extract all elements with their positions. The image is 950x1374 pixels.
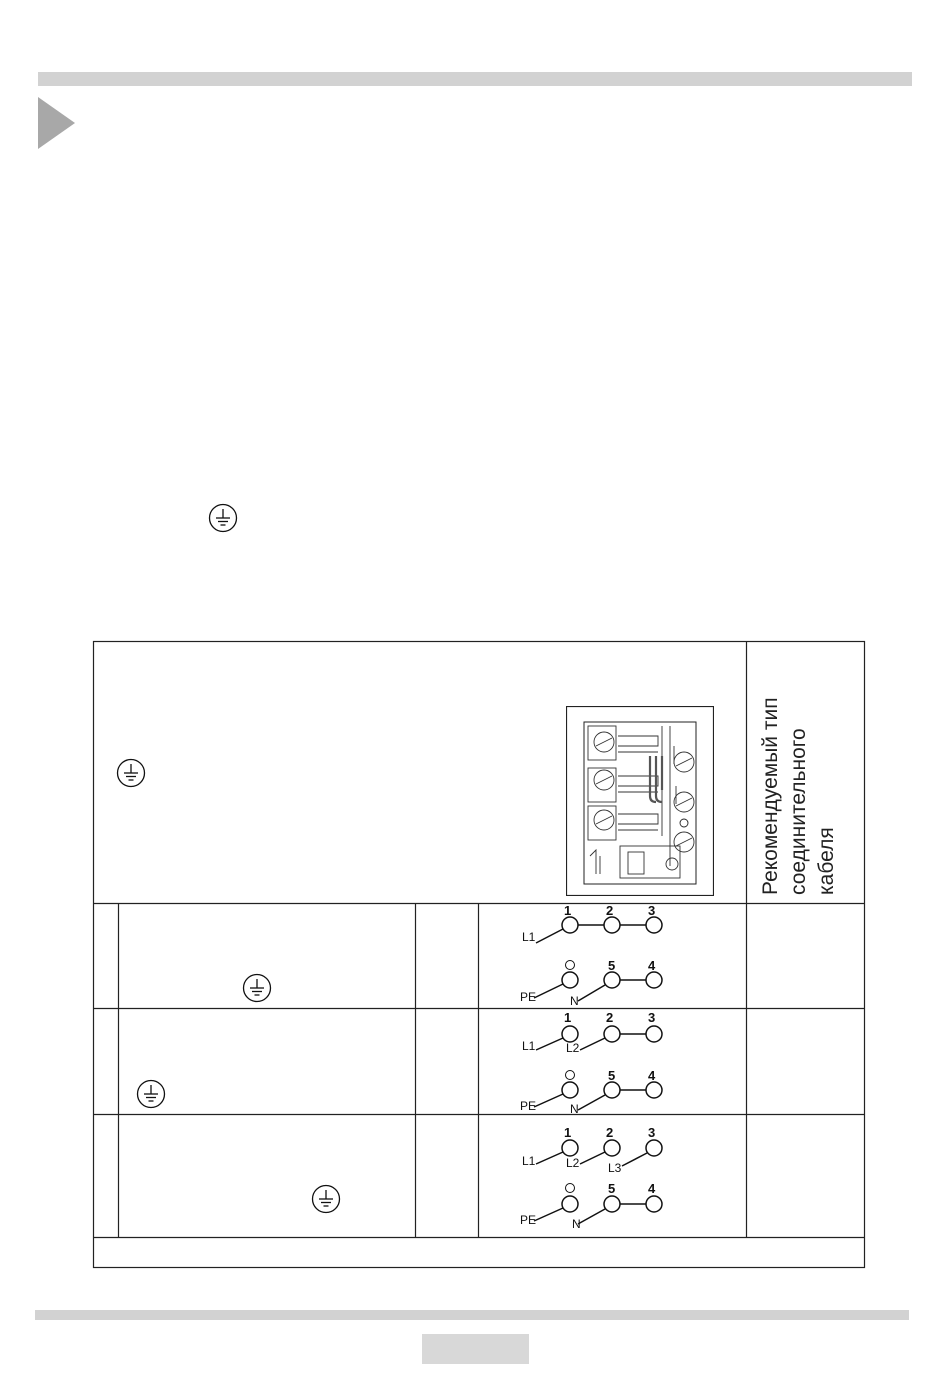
terminal-number: 2 xyxy=(606,903,614,918)
wire-label: L1 xyxy=(522,930,536,944)
wire-label: L3 xyxy=(608,1161,622,1175)
earth-ground-icon xyxy=(311,1184,341,1214)
wire-label: PE xyxy=(520,1099,537,1113)
terminal-number: 3 xyxy=(648,903,656,918)
wire-label: L2 xyxy=(566,1156,580,1170)
terminal-number: 1 xyxy=(564,903,572,918)
wiring-diagram-2 xyxy=(500,1008,680,1114)
terminal-number: 4 xyxy=(648,958,656,973)
terminal-number: 1 xyxy=(564,1125,572,1140)
terminal-number: 3 xyxy=(648,1010,656,1025)
terminal-number: 5 xyxy=(608,1068,616,1083)
cable-header-line: кабеля xyxy=(815,827,838,895)
terminal-number: 2 xyxy=(606,1125,614,1140)
terminal-number: 5 xyxy=(608,958,616,973)
page-number-tab xyxy=(422,1334,529,1364)
terminal-number: 1 xyxy=(564,1010,572,1025)
cable-type-header xyxy=(757,635,855,895)
wire-label: PE xyxy=(520,1213,537,1227)
wire-label: L1 xyxy=(522,1154,536,1168)
wire-label: L2 xyxy=(566,1041,580,1055)
cable-header-line: Рекомендуемый тип xyxy=(759,697,782,895)
terminal-block-icon xyxy=(566,706,714,896)
wire-label: PE xyxy=(520,990,537,1004)
wiring-diagram-3 xyxy=(500,1114,680,1237)
wire-label: N xyxy=(570,994,579,1008)
wire-label: N xyxy=(570,1102,579,1114)
terminal-number: 2 xyxy=(606,1010,614,1025)
cable-header-line: соединительного xyxy=(787,728,810,895)
wire-label: L1 xyxy=(522,1039,536,1053)
wiring-diagram-1 xyxy=(500,903,680,1008)
terminal-number: 4 xyxy=(648,1068,656,1083)
terminal-number: 3 xyxy=(648,1125,656,1140)
earth-ground-icon xyxy=(242,973,272,1003)
wire-label: N xyxy=(572,1217,581,1231)
earth-ground-icon xyxy=(116,758,146,788)
earth-ground-icon xyxy=(136,1079,166,1109)
footer-bar xyxy=(35,1310,909,1320)
terminal-number: 4 xyxy=(648,1181,656,1196)
terminal-number: 5 xyxy=(608,1181,616,1196)
